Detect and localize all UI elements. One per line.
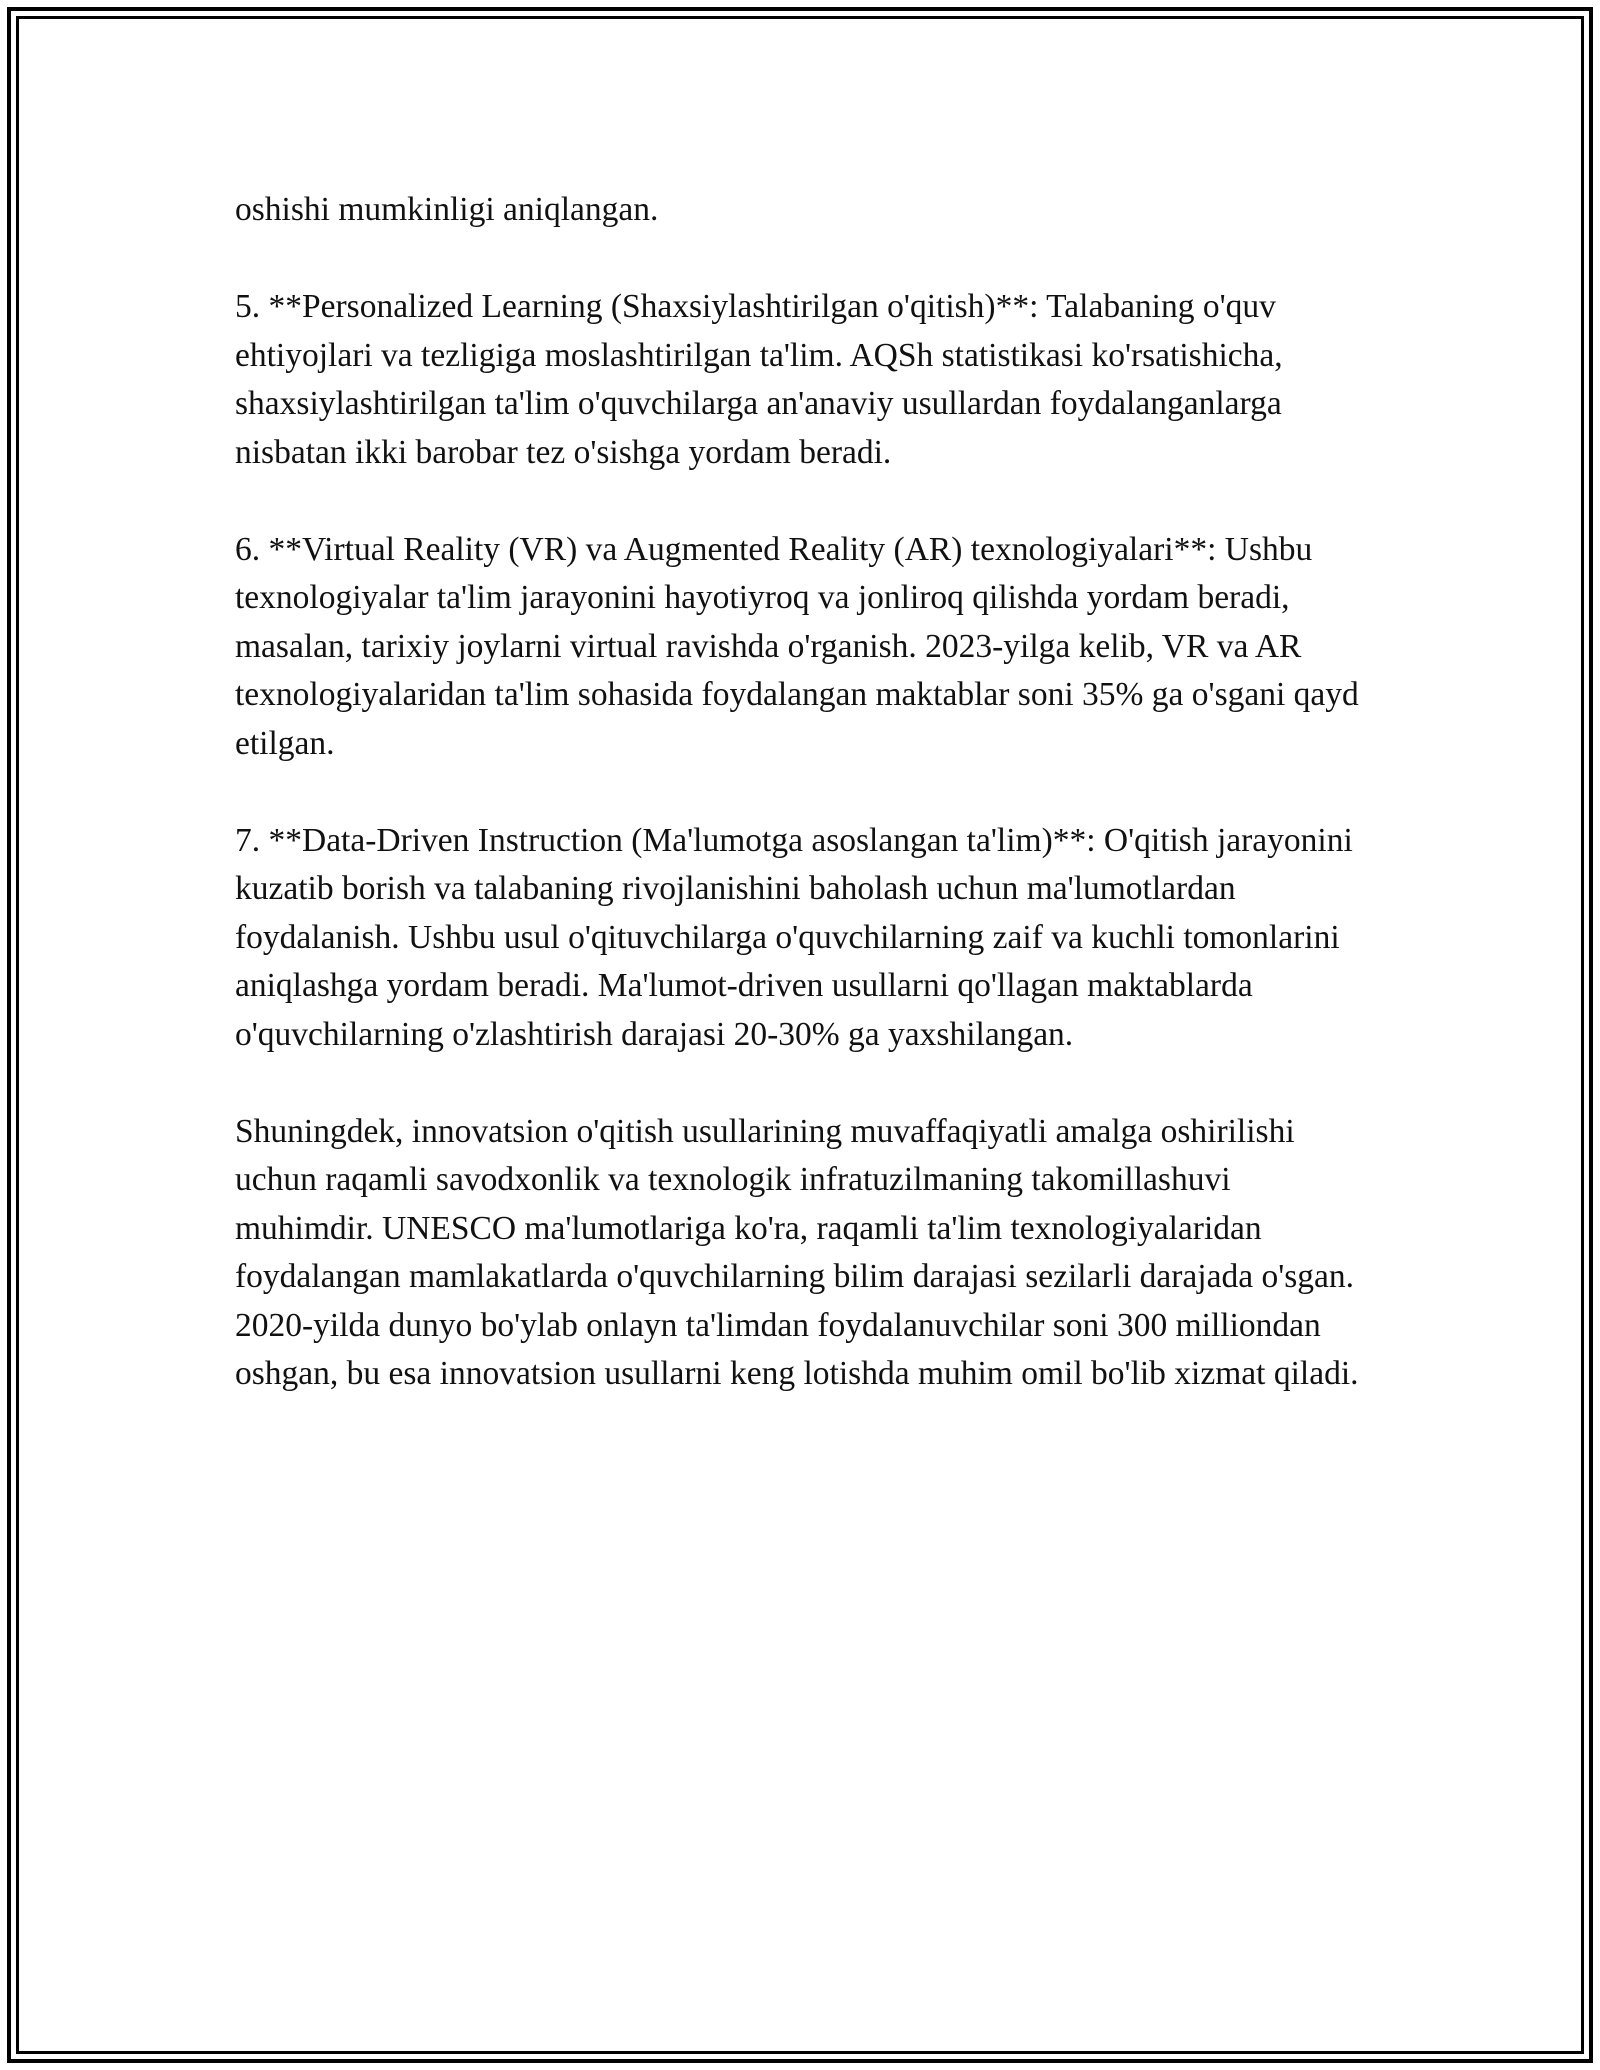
document-body [235, 186, 1375, 1447]
paragraph-conclusion: Shuningdek, innovatsion o'qitish usullarining muvaffaqiyatli amalga oshirilishi uchun raqamli savodxonlik va texnologik infratuzilmaning takomillashuvi muhimdir. UNESCO ma'lumotlariga ko'ra, raqamli ta'lim texnologiyalaridan foydalangan mamlakatlarda o'quvchilarning bilim darajasi sezilarli darajada o'sgan. 2020-yilda dunyo bo'ylab onlayn ta'limdan foydalanuvchilar soni 300 milliondan oshgan, bu esa innovatsion usullarni keng lotishda muhim omil bo'lib xizmat qiladi. [235, 1112, 1359, 1392]
paragraph-continuation: oshishi mumkinligi aniqlangan. [235, 191, 659, 228]
paragraph-item-7-data-driven: 7. **Data-Driven Instruction (Ma'lumotga asoslangan ta'lim)**: O'qitish jarayonini kuzatib borish va talabaning rivojlanishini baholash uchun ma'lumotlardan foydalanish. Ushbu usul o'qituvchilarga o'quvchilarning zaif va kuchli tomonlarini aniqlashga yordam beradi. Ma'lumot-driven usullarni qo'llagan maktablarda o'quvchilarning o'zlashtirish darajasi 20-30% ga yaxshilangan. [235, 821, 1353, 1053]
paragraph-item-6-vr-ar: 6. **Virtual Reality (VR) va Augmented Reality (AR) texnologiyalari**: Ushbu texnologiyalar ta'lim jarayonini hayotiyroq va jonliroq qilishda yordam beradi, masalan, tarixiy joylarni virtual ravishda o'rganish. 2023-yilga kelib, VR va AR texnologiyalaridan ta'lim sohasida foydalangan maktablar soni 35% ga o'sgani qayd etilgan. [235, 530, 1359, 762]
paragraph-item-5-personalized-learning: 5. **Personalized Learning (Shaxsiylashtirilgan o'qitish)**: Talabaning o'quv ehtiyojlari va tezligiga moslashtirilgan ta'lim. AQSh statistikasi ko'rsatishicha, shaxsiylashtirilgan ta'lim o'quvchilarga an'anaviy usullardan foydalanganlarga nisbatan ikki barobar tez o'sishga yordam beradi. [235, 288, 1283, 471]
